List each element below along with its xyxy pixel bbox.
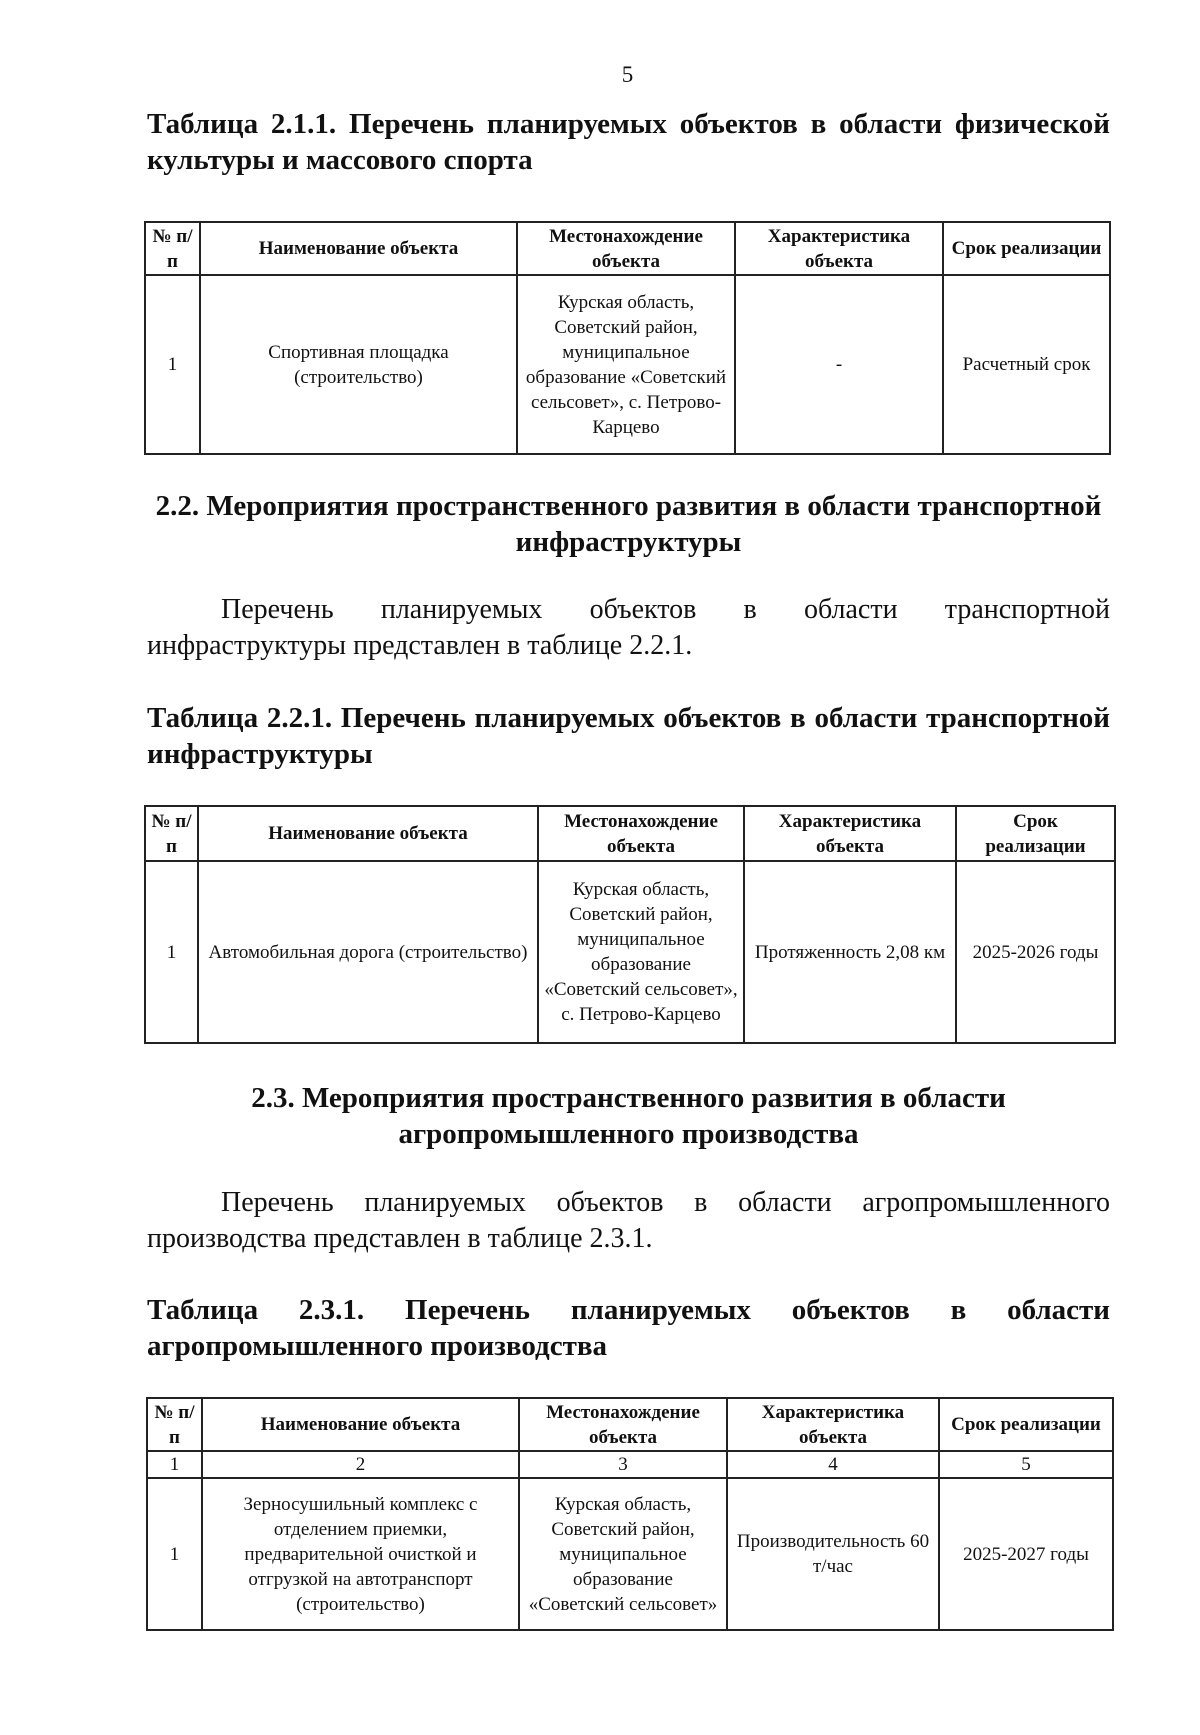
section-2-2-heading: 2.2. Мероприятия пространственного развития в области транспортной инфраструктуры bbox=[155, 490, 1102, 558]
table-2-title: Таблица 2.2.1. Перечень планируемых объектов в области транспортной инфраструктуры bbox=[147, 702, 1110, 770]
table-3-header-num: № п/п bbox=[147, 1398, 202, 1451]
table-row bbox=[147, 1451, 1113, 1478]
table-2-cell-characteristic: Протяженность 2,08 км bbox=[744, 861, 956, 1043]
table-1-cell-name: Спортивная площадка (строительство) bbox=[200, 275, 517, 454]
table-2-cell-name: Автомобильная дорога (строительство) bbox=[198, 861, 538, 1043]
table-3-cell-term: 2025-2027 годы bbox=[939, 1478, 1113, 1630]
table-3-header-term: Срок реализации bbox=[939, 1398, 1113, 1451]
table-3-numbering-4: 4 bbox=[727, 1451, 939, 1478]
page-number: 5 bbox=[621, 62, 634, 87]
table-row bbox=[145, 861, 1115, 1043]
table-2-header-num: № п/п bbox=[145, 806, 198, 861]
table-2-cell-location: Курская область, Советский район, муниципальное образование «Советский сельсовет», с. Петрово-Карцево bbox=[538, 861, 744, 1043]
table-2-header-characteristic: Характеристика объекта bbox=[744, 806, 956, 861]
table-3-cell-characteristic: Производительность 60 т/час bbox=[727, 1478, 939, 1630]
table-3-cell-name: Зерносушильный комплекс с отделением приемки, предварительной очисткой и отгрузкой на автотранспорт (строительство) bbox=[202, 1478, 519, 1630]
table-3-header-characteristic: Характеристика объекта bbox=[727, 1398, 939, 1451]
table-1 bbox=[144, 221, 1111, 455]
table-1-cell-term: Расчетный срок bbox=[943, 275, 1110, 454]
table-3-numbering-2: 2 bbox=[202, 1451, 519, 1478]
table-3-numbering-1: 1 bbox=[147, 1451, 202, 1478]
table-3-title: Таблица 2.3.1. Перечень планируемых объектов в области агропромышленного производства bbox=[147, 1294, 1110, 1362]
table-row bbox=[147, 1478, 1113, 1630]
section-2-2-paragraph: Перечень планируемых объектов в области транспортной инфраструктуры представлен в таблице 2.2.1. bbox=[147, 594, 1110, 661]
table-1-cell-num: 1 bbox=[145, 275, 200, 454]
table-3-header-location: Местонахождение объекта bbox=[519, 1398, 727, 1451]
section-2-3-heading: 2.3. Мероприятия пространственного развития в области агропромышленного производства bbox=[251, 1082, 1006, 1150]
table-2-cell-num: 1 bbox=[145, 861, 198, 1043]
table-row bbox=[145, 275, 1110, 454]
table-1-cell-location: Курская область, Советский район, муниципальное образование «Советский сельсовет», с. Петрово-Карцево bbox=[517, 275, 735, 454]
table-1-header-term: Срок реализации bbox=[943, 222, 1110, 275]
table-3-cell-location: Курская область, Советский район, муниципальное образование «Советский сельсовет» bbox=[519, 1478, 727, 1630]
table-3-numbering-3: 3 bbox=[519, 1451, 727, 1478]
table-1-header-name: Наименование объекта bbox=[200, 222, 517, 275]
table-2-header-term: Срок реализации bbox=[956, 806, 1115, 861]
table-3-numbering-5: 5 bbox=[939, 1451, 1113, 1478]
table-1-header-num: № п/п bbox=[145, 222, 200, 275]
table-1-title: Таблица 2.1.1. Перечень планируемых объектов в области физической культуры и массового спорта bbox=[147, 108, 1110, 176]
table-1-header-characteristic: Характеристика объекта bbox=[735, 222, 943, 275]
table-2-header-name: Наименование объекта bbox=[198, 806, 538, 861]
table-1-header-location: Местонахождение объекта bbox=[517, 222, 735, 275]
table-3-cell-num: 1 bbox=[147, 1478, 202, 1630]
table-2 bbox=[144, 805, 1116, 1044]
table-3-header-name: Наименование объекта bbox=[202, 1398, 519, 1451]
section-2-3-paragraph: Перечень планируемых объектов в области агропромышленного производства представлен в таблице 2.3.1. bbox=[147, 1187, 1110, 1254]
table-2-header-location: Местонахождение объекта bbox=[538, 806, 744, 861]
table-3 bbox=[146, 1397, 1114, 1631]
table-2-cell-term: 2025-2026 годы bbox=[956, 861, 1115, 1043]
table-1-cell-characteristic: - bbox=[735, 275, 943, 454]
